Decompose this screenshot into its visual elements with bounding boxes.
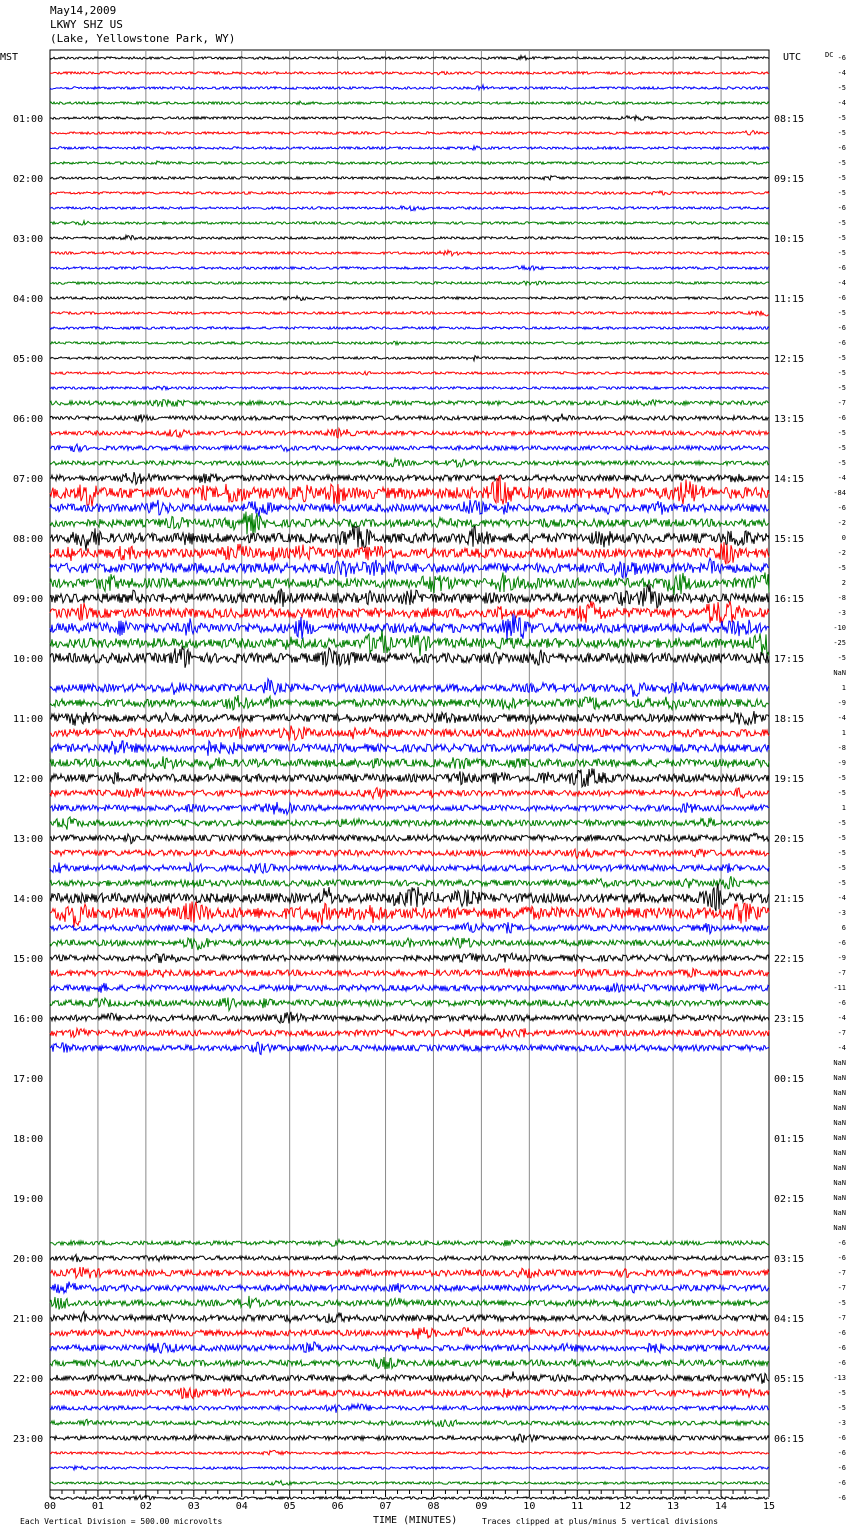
seismic-trace xyxy=(50,414,769,422)
right-hour-label: 09:15 xyxy=(774,174,805,185)
dc-offset-label: -7 xyxy=(837,399,846,407)
right-hour-label: 16:15 xyxy=(774,594,805,605)
dc-offset-label: -6 xyxy=(837,1329,846,1337)
seismic-trace xyxy=(50,647,769,668)
seismic-trace xyxy=(50,902,769,928)
dc-offset-label: -5 xyxy=(837,849,846,857)
dc-offset-label: -5 xyxy=(837,249,846,257)
dc-offset-label: 2 xyxy=(841,579,846,587)
seismic-trace xyxy=(50,876,769,889)
right-hour-label: 13:15 xyxy=(774,414,805,425)
x-tick-label: 03 xyxy=(187,1501,200,1512)
seismic-trace xyxy=(50,726,769,740)
seismic-trace xyxy=(50,1434,769,1442)
seismic-trace xyxy=(50,327,769,330)
dc-offset-label: NaN xyxy=(833,1134,846,1142)
dc-offset-label: -6 xyxy=(837,1434,846,1442)
right-hour-label: 04:15 xyxy=(774,1314,805,1325)
dc-offset-label: -5 xyxy=(837,369,846,377)
seismic-trace xyxy=(50,558,769,578)
seismic-trace xyxy=(50,833,769,843)
dc-offset-label: -6 xyxy=(837,1479,846,1487)
dc-offset-label: NaN xyxy=(833,1179,846,1187)
seismic-trace xyxy=(50,1327,769,1339)
x-axis-label: TIME (MINUTES) xyxy=(373,1515,458,1526)
dc-offset-label: -4 xyxy=(837,714,846,722)
seismic-trace xyxy=(50,341,769,345)
dc-offset-label: -4 xyxy=(837,894,846,902)
footer-clip: Traces clipped at plus/minus 5 vertical divisions xyxy=(482,1517,719,1526)
seismic-trace xyxy=(50,429,769,438)
seismic-trace xyxy=(50,863,769,874)
dc-offset-label: -6 xyxy=(837,339,846,347)
dc-offset-label: -5 xyxy=(837,159,846,167)
seismic-trace xyxy=(50,444,769,451)
seismic-trace xyxy=(50,1282,769,1294)
seismic-trace xyxy=(50,1372,769,1384)
seismic-trace xyxy=(50,922,769,934)
dc-offset-label: NaN xyxy=(833,1209,846,1217)
footer-scale: Each Vertical Division = 500.00 microvolts xyxy=(20,1517,223,1526)
chart-station: LKWY SHZ US xyxy=(50,18,123,31)
right-hour-label: 20:15 xyxy=(774,834,805,845)
seismic-trace xyxy=(50,500,769,517)
dc-offset-label: -6 xyxy=(837,1239,846,1247)
dc-offset-label: -6 xyxy=(837,264,846,272)
right-hour-label: 01:15 xyxy=(774,1134,805,1145)
seismic-trace xyxy=(50,629,769,656)
dc-offset-label: -8 xyxy=(837,744,846,752)
seismic-trace xyxy=(50,1495,769,1500)
seismic-trace xyxy=(50,849,769,858)
seismic-trace xyxy=(50,191,769,195)
dc-offset-label: -4 xyxy=(837,1014,846,1022)
dc-offset-label: -5 xyxy=(837,834,846,842)
left-hour-label: 02:00 xyxy=(13,174,44,185)
seismic-trace xyxy=(50,85,769,90)
dc-offset-label: -9 xyxy=(837,954,846,962)
seismic-trace xyxy=(50,386,769,390)
seismic-trace xyxy=(50,206,769,211)
left-hour-label: 04:00 xyxy=(13,294,44,305)
seismic-trace xyxy=(50,221,769,225)
seismic-trace xyxy=(50,1240,769,1247)
dc-offset-label: -4 xyxy=(837,99,846,107)
dc-offset-label: -5 xyxy=(837,174,846,182)
x-tick-label: 04 xyxy=(235,1501,248,1512)
seismic-trace xyxy=(50,131,769,136)
dc-offset-label: -5 xyxy=(837,114,846,122)
left-hour-label: 17:00 xyxy=(13,1074,44,1085)
dc-offset-label: -5 xyxy=(837,1404,846,1412)
dc-offset-label: -9 xyxy=(837,759,846,767)
seismic-trace xyxy=(50,459,769,467)
seismic-trace xyxy=(50,1028,769,1037)
left-hour-label: 18:00 xyxy=(13,1134,44,1145)
seismic-trace xyxy=(50,1255,769,1262)
dc-offset-label: -4 xyxy=(837,1044,846,1052)
seismic-trace xyxy=(50,56,769,60)
dc-offset-label: -6 xyxy=(837,999,846,1007)
dc-offset-label: -3 xyxy=(837,609,846,617)
left-hour-label: 22:00 xyxy=(13,1374,44,1385)
dc-offset-label: -6 xyxy=(837,1359,846,1367)
dc-offset-label: -6 xyxy=(837,414,846,422)
seismic-trace xyxy=(50,788,769,799)
dc-offset-label: -5 xyxy=(837,354,846,362)
seismic-trace xyxy=(50,756,769,770)
chart-location: (Lake, Yellowstone Park, WY) xyxy=(50,32,236,45)
x-tick-label: 12 xyxy=(619,1501,632,1512)
left-hour-label: 08:00 xyxy=(13,534,44,545)
dc-offset-label: -5 xyxy=(837,1389,846,1397)
right-hour-label: 03:15 xyxy=(774,1254,805,1265)
dc-offset-label: -13 xyxy=(833,1374,846,1382)
seismic-trace xyxy=(50,281,769,285)
dc-offset-label: -6 xyxy=(837,1254,846,1262)
right-hour-label: 18:15 xyxy=(774,714,805,725)
dc-offset-label: -6 xyxy=(837,504,846,512)
dc-offset-label: -7 xyxy=(837,1029,846,1037)
dc-offset-label: 1 xyxy=(841,729,846,737)
dc-offset-label: -5 xyxy=(837,444,846,452)
left-hour-label: 15:00 xyxy=(13,954,44,965)
left-hour-label: 23:00 xyxy=(13,1434,44,1445)
seismic-trace xyxy=(50,1357,769,1369)
x-tick-label: 10 xyxy=(523,1501,536,1512)
seismic-trace xyxy=(50,116,769,121)
seismic-trace xyxy=(50,573,769,596)
left-hour-label: 01:00 xyxy=(13,114,44,125)
seismic-trace xyxy=(50,1042,769,1054)
dc-offset-label: -4 xyxy=(837,279,846,287)
dc-offset-label: NaN xyxy=(833,1089,846,1097)
seismic-trace xyxy=(50,371,769,375)
left-hour-label: 11:00 xyxy=(13,714,44,725)
seismic-trace xyxy=(50,399,769,407)
x-tick-label: 07 xyxy=(379,1501,392,1512)
right-hour-label: 12:15 xyxy=(774,354,805,365)
dc-offset-label: -5 xyxy=(837,129,846,137)
left-zone-label: MST xyxy=(0,52,19,63)
seismic-trace xyxy=(50,235,769,239)
left-hour-label: 21:00 xyxy=(13,1314,44,1325)
left-hour-label: 10:00 xyxy=(13,654,44,665)
dc-offset-label: NaN xyxy=(833,1104,846,1112)
seismic-trace xyxy=(50,1342,769,1353)
seismic-trace xyxy=(50,953,769,963)
left-hour-label: 03:00 xyxy=(13,234,44,245)
right-hour-label: 10:15 xyxy=(774,234,805,245)
seismic-trace xyxy=(50,512,769,536)
dc-offset-label: -11 xyxy=(833,984,846,992)
seismic-trace xyxy=(50,176,769,180)
right-hour-label: 06:15 xyxy=(774,1434,805,1445)
seismic-trace xyxy=(50,711,769,726)
dc-offset-label: -6 xyxy=(837,54,846,62)
x-tick-label: 14 xyxy=(715,1501,728,1512)
dc-offset-label: -6 xyxy=(837,324,846,332)
seismic-trace xyxy=(50,356,769,361)
left-hour-label: 19:00 xyxy=(13,1194,44,1205)
dc-offset-label: -5 xyxy=(837,384,846,392)
left-hour-label: 06:00 xyxy=(13,414,44,425)
dc-offset-label: -6 xyxy=(837,204,846,212)
x-tick-label: 13 xyxy=(667,1501,680,1512)
seismic-trace xyxy=(50,472,769,484)
dc-offset-label: -10 xyxy=(833,624,846,632)
trace-group xyxy=(50,56,769,1500)
seismic-trace xyxy=(50,1312,769,1323)
x-tick-label: 08 xyxy=(427,1501,440,1512)
seismic-trace xyxy=(50,969,769,978)
seismic-trace xyxy=(50,266,769,270)
seismic-trace xyxy=(50,817,769,830)
dc-offset-label: -5 xyxy=(837,1299,846,1307)
seismic-trace xyxy=(50,1404,769,1413)
seismic-trace xyxy=(50,1267,769,1278)
seismic-trace xyxy=(50,695,769,710)
dc-offset-label: NaN xyxy=(833,1224,846,1232)
dc-offset-label: -6 xyxy=(837,144,846,152)
dc-offset-label: 1 xyxy=(841,804,846,812)
dc-offset-label: -4 xyxy=(837,69,846,77)
x-tick-label: 02 xyxy=(139,1501,152,1512)
dc-offset-label: -25 xyxy=(833,639,846,647)
x-tick-label: 05 xyxy=(283,1501,296,1512)
dc-offset-label: -5 xyxy=(837,864,846,872)
left-hour-label: 20:00 xyxy=(13,1254,44,1265)
x-tick-label: 00 xyxy=(43,1501,57,1512)
dc-offset-label: -5 xyxy=(837,879,846,887)
x-tick-label: 06 xyxy=(331,1501,344,1512)
seismic-trace xyxy=(50,542,769,564)
dc-offset-label: -5 xyxy=(837,309,846,317)
seismic-trace xyxy=(50,1296,769,1310)
dc-offset-label: -5 xyxy=(837,774,846,782)
dc-offset-label: -2 xyxy=(837,549,846,557)
dc-offset-label: NaN xyxy=(833,669,846,677)
dc-offset-label: NaN xyxy=(833,1194,846,1202)
dc-offset-label: -6 xyxy=(837,1464,846,1472)
dc-offset-label: -2 xyxy=(837,519,846,527)
dc-offset-label: -5 xyxy=(837,654,846,662)
seismic-trace xyxy=(50,525,769,550)
seismic-trace xyxy=(50,768,769,787)
dc-offset-label: -5 xyxy=(837,219,846,227)
seismic-trace xyxy=(50,161,769,164)
seismic-trace xyxy=(50,1481,769,1486)
left-hour-label: 14:00 xyxy=(13,894,44,905)
seismic-trace xyxy=(50,938,769,950)
right-hour-label: 08:15 xyxy=(774,114,805,125)
seismic-trace xyxy=(50,802,769,814)
x-tick-label: 09 xyxy=(475,1501,488,1512)
dc-offset-label: NaN xyxy=(833,1119,846,1127)
seismic-trace xyxy=(50,296,769,301)
right-hour-label: 00:15 xyxy=(774,1074,805,1085)
chart-date: May14,2009 xyxy=(50,4,117,17)
seismic-trace xyxy=(50,1450,769,1455)
dc-offset-label: -6 xyxy=(837,294,846,302)
dc-offset-label: -6 xyxy=(837,939,846,947)
seismic-trace xyxy=(50,741,769,756)
dc-offset-label: -84 xyxy=(833,489,846,497)
dc-offset-label: NaN xyxy=(833,1149,846,1157)
x-tick-label: 01 xyxy=(91,1501,104,1512)
right-hour-label: 02:15 xyxy=(774,1194,805,1205)
right-hour-label: 21:15 xyxy=(774,894,805,905)
seismic-trace xyxy=(50,311,769,316)
seismic-trace xyxy=(50,1388,769,1399)
seismic-trace xyxy=(50,585,769,609)
dc-offset-label: 0 xyxy=(841,534,846,542)
right-hour-label: 23:15 xyxy=(774,1014,805,1025)
left-hour-label: 12:00 xyxy=(13,774,44,785)
dc-offset-label: -7 xyxy=(837,1269,846,1277)
dc-offset-label: 6 xyxy=(841,924,846,932)
seismic-trace xyxy=(50,983,769,993)
left-hour-label: 13:00 xyxy=(13,834,44,845)
right-hour-label: 15:15 xyxy=(774,534,805,545)
right-hour-label: 19:15 xyxy=(774,774,805,785)
dc-offset-label: -8 xyxy=(837,594,846,602)
seismic-trace xyxy=(50,250,769,256)
dc-offset-label: -6 xyxy=(837,1344,846,1352)
dc-offset-label: NaN xyxy=(833,1164,846,1172)
right-zone-label: UTC xyxy=(783,52,802,63)
seismic-trace xyxy=(50,998,769,1011)
dc-offset-label: -7 xyxy=(837,1314,846,1322)
dc-offset-label: -5 xyxy=(837,429,846,437)
left-hour-label: 07:00 xyxy=(13,474,44,485)
seismic-trace xyxy=(50,146,769,150)
dc-offset-label: -5 xyxy=(837,789,846,797)
right-hour-label: 11:15 xyxy=(774,294,805,305)
seismic-trace xyxy=(50,679,769,697)
seismic-trace xyxy=(50,1419,769,1426)
seismic-trace xyxy=(50,101,769,105)
right-hour-label: 17:15 xyxy=(774,654,805,665)
left-hour-label: 05:00 xyxy=(13,354,44,365)
dc-offset-label: -3 xyxy=(837,909,846,917)
seismic-trace xyxy=(50,1466,769,1470)
dc-offset-label: -6 xyxy=(837,1449,846,1457)
dc-offset-label: -3 xyxy=(837,1419,846,1427)
dc-offset-label: -5 xyxy=(837,234,846,242)
seismic-trace xyxy=(50,884,769,911)
right-hour-label: 05:15 xyxy=(774,1374,805,1385)
dc-offset-label: 1 xyxy=(841,684,846,692)
x-tick-label: 15 xyxy=(762,1501,776,1512)
right-hour-label: 22:15 xyxy=(774,954,805,965)
dc-offset-label: NaN xyxy=(833,1059,846,1067)
dc-label: DC xyxy=(825,51,834,59)
dc-offset-label: -4 xyxy=(837,474,846,482)
x-tick-label: 11 xyxy=(571,1501,584,1512)
dc-offset-label: -9 xyxy=(837,699,846,707)
dc-offset-label: -5 xyxy=(837,189,846,197)
seismic-trace xyxy=(50,1012,769,1024)
right-hour-label: 14:15 xyxy=(774,474,805,485)
dc-offset-label: -5 xyxy=(837,564,846,572)
dc-offset-label: -5 xyxy=(837,84,846,92)
left-hour-label: 16:00 xyxy=(13,1014,44,1025)
dc-offset-label: -5 xyxy=(837,459,846,467)
left-hour-label: 09:00 xyxy=(13,594,44,605)
dc-offset-label: NaN xyxy=(833,1074,846,1082)
dc-offset-label: -7 xyxy=(837,969,846,977)
seismic-trace xyxy=(50,71,769,74)
dc-offset-label: -7 xyxy=(837,1284,846,1292)
dc-offset-label: -6 xyxy=(837,1494,846,1502)
dc-offset-label: -5 xyxy=(837,819,846,827)
